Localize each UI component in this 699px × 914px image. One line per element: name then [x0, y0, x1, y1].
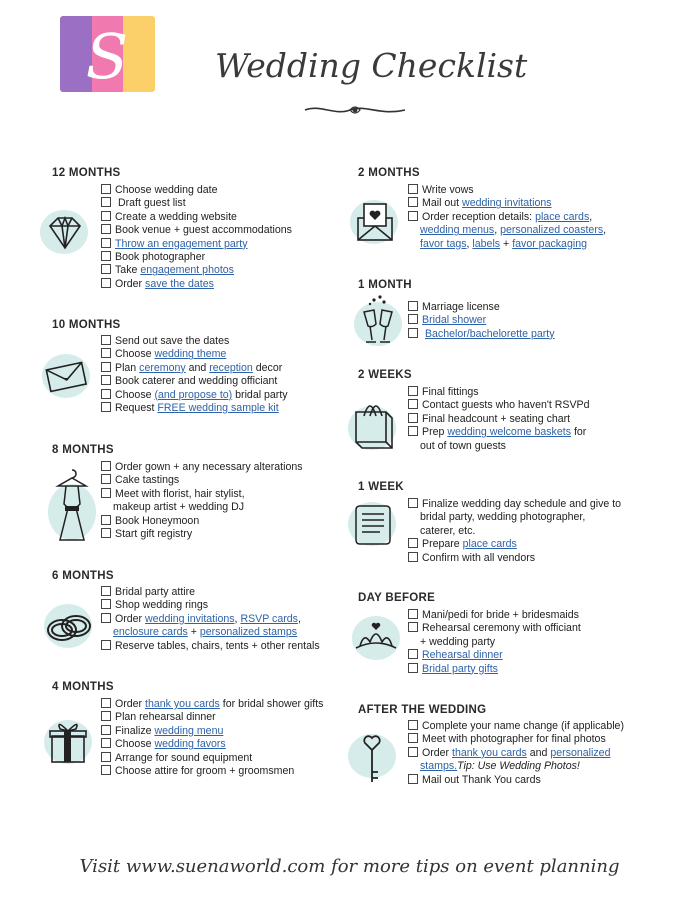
checklist-item — [101, 586, 320, 599]
checklist-text: Meet with florist, hair stylist, — [115, 487, 245, 500]
checkbox[interactable] — [101, 238, 111, 248]
checkbox[interactable] — [101, 698, 111, 708]
checklist-link[interactable]: enclosure cards — [113, 626, 188, 639]
section-4-months — [52, 678, 114, 696]
checkbox[interactable] — [408, 184, 418, 194]
checklist — [101, 335, 288, 415]
checklist-item — [101, 515, 303, 528]
checklist-item — [101, 238, 292, 251]
checklist-item — [408, 399, 590, 412]
checkbox[interactable] — [408, 314, 418, 324]
checklist-text: out of town guests — [420, 439, 506, 452]
checklist-link[interactable]: personalized coasters — [500, 224, 604, 237]
checklist-text: , — [234, 612, 241, 625]
scroll-icon — [346, 498, 398, 550]
checkbox[interactable] — [101, 738, 111, 748]
checklist-text: , — [603, 224, 607, 237]
checklist-item — [408, 552, 621, 565]
checklist-link[interactable]: favor packaging — [512, 237, 587, 250]
checklist-item — [101, 375, 288, 388]
section-heading: 2 MONTHS — [358, 167, 420, 179]
checklist-text: Send out save the dates — [115, 335, 230, 347]
checklist-text: Plan — [115, 361, 140, 374]
checklist-item — [408, 426, 590, 439]
checkbox[interactable] — [101, 765, 111, 775]
checklist — [408, 498, 621, 565]
logo-letter-s — [60, 16, 155, 92]
checkbox[interactable] — [408, 552, 418, 562]
checklist-item — [408, 720, 624, 733]
checkbox[interactable] — [101, 599, 111, 609]
checklist-link[interactable]: labels — [472, 237, 501, 250]
checklist-text: , — [466, 237, 473, 250]
checklist-item — [408, 386, 590, 399]
checklist-item — [408, 224, 606, 237]
checkbox[interactable] — [101, 613, 111, 623]
checklist-text: Confirm with all vendors — [422, 551, 536, 564]
checklist-item — [408, 238, 606, 251]
checklist-link[interactable]: stamps. — [420, 760, 458, 773]
tip-note: Tip: Use Wedding Photos! — [457, 760, 580, 773]
checklist-text: Request — [115, 402, 158, 415]
checklist-link[interactable]: wedding invitations — [462, 197, 552, 210]
section-6-months — [52, 567, 114, 585]
checklist-text: Choose — [115, 348, 155, 361]
checkbox[interactable] — [101, 224, 111, 234]
checklist-text: Prepare — [422, 538, 463, 551]
checklist-link[interactable]: place cards — [462, 538, 517, 551]
checklist-text: Book caterer and wedding officiant — [115, 375, 278, 388]
checklist-text: Mail out Thank You cards — [422, 773, 541, 786]
checkbox[interactable] — [408, 774, 418, 784]
checklist-text: Book Honeymoon — [115, 514, 200, 527]
checklist-text: , — [494, 224, 501, 237]
checklist-text: Rehearsal ceremony with officiant — [422, 622, 581, 635]
checklist-item — [101, 335, 288, 348]
title-flourish — [300, 100, 410, 120]
gift-icon — [42, 716, 94, 768]
checklist — [408, 720, 624, 787]
checklist-link[interactable]: Throw an engagement party — [115, 237, 248, 250]
checklist-text: Create a wedding website — [115, 210, 237, 223]
envelope-icon — [40, 350, 92, 402]
checklist-item — [101, 752, 323, 765]
checklist-item — [101, 389, 288, 402]
page-title: Wedding Checklist — [215, 46, 528, 85]
checklist-link[interactable]: Bridal shower — [422, 314, 487, 327]
checklist-text: caterer, etc. — [420, 524, 476, 537]
checklist-item — [408, 525, 621, 538]
checklist-text: Mani/pedi for bride + bridesmaids — [422, 609, 579, 621]
checklist-text: Choose attire for groom + groomsmen — [115, 765, 295, 778]
checklist-item — [101, 278, 292, 291]
checklist-link[interactable]: (and propose to) — [154, 388, 233, 401]
checklist-link[interactable]: ceremony — [139, 361, 186, 374]
checklist-text: Contact guests who haven't RSVPd — [422, 399, 590, 412]
suena-logo — [60, 16, 155, 92]
checkbox[interactable] — [408, 328, 418, 338]
section-day-before — [358, 589, 435, 607]
checklist-text: Final fittings — [422, 386, 479, 398]
checklist-item — [101, 197, 292, 210]
checklist-text: Order — [115, 698, 146, 710]
checklist-item — [408, 636, 581, 649]
checklist-item — [101, 599, 320, 612]
checklist-item — [408, 498, 621, 511]
checklist — [101, 586, 320, 653]
checklist-link[interactable]: favor tags — [420, 237, 467, 250]
diamond-icon — [38, 206, 90, 258]
checklist-text: Finalize wedding day schedule and give to — [422, 498, 622, 510]
checklist-text: for — [571, 426, 587, 439]
checklist-link[interactable]: reception — [209, 361, 253, 374]
checkbox[interactable] — [101, 752, 111, 762]
checkbox[interactable] — [101, 474, 111, 484]
checklist-text: Write vows — [422, 184, 474, 196]
checklist-item — [101, 402, 288, 415]
section-heading: 6 MONTHS — [52, 570, 114, 582]
checklist — [408, 184, 606, 251]
checklist-text: , — [297, 612, 301, 625]
checklist-text: Start gift registry — [115, 528, 193, 541]
checklist-link[interactable]: wedding favors — [154, 738, 226, 751]
love-letter-icon — [348, 196, 400, 248]
checklist-text: Choose — [115, 738, 155, 751]
section-8-months — [52, 441, 114, 459]
heart-key-icon — [346, 730, 398, 790]
checklist-text: Marriage license — [422, 301, 500, 313]
checklist-item — [408, 733, 624, 746]
checkbox[interactable] — [101, 402, 111, 412]
checklist-item — [101, 362, 288, 375]
checkbox[interactable] — [408, 538, 418, 548]
checkbox[interactable] — [101, 335, 111, 345]
checklist-link[interactable]: wedding menus — [420, 224, 495, 237]
checkbox[interactable] — [408, 622, 418, 632]
section-heading: 12 MONTHS — [52, 167, 121, 179]
checklist-item — [408, 301, 555, 314]
checklist-text: Reserve tables, chairs, tents + other rentals — [115, 639, 320, 652]
checklist-text: bridal party — [232, 388, 288, 401]
checkbox[interactable] — [101, 586, 111, 596]
checkbox[interactable] — [408, 609, 418, 619]
checklist-link[interactable]: wedding menu — [154, 724, 224, 737]
checkbox[interactable] — [101, 528, 111, 538]
checkbox[interactable] — [101, 211, 111, 221]
checklist-text: + — [500, 237, 513, 250]
checklist-link[interactable]: personalized stamps — [199, 626, 298, 639]
section-after-the-wedding — [358, 701, 486, 719]
checklist-text: decor — [252, 361, 283, 374]
section-heading: 1 MONTH — [358, 279, 412, 291]
checklist-text: and — [185, 361, 210, 374]
checklist-link[interactable]: wedding welcome baskets — [447, 426, 571, 439]
checklist-item — [101, 501, 303, 514]
checklist-text: Order reception details: — [422, 210, 536, 223]
checkbox[interactable] — [408, 498, 418, 508]
checklist-item — [408, 197, 606, 210]
checklist-text: Order — [422, 746, 453, 759]
checklist-link[interactable]: place cards — [535, 210, 590, 223]
checklist-item — [101, 348, 288, 361]
checklist — [408, 386, 590, 453]
checkbox[interactable] — [101, 711, 111, 721]
checklist-text: Arrange for sound equipment — [115, 751, 253, 764]
checklist-item — [101, 613, 320, 626]
section-2-months — [358, 164, 420, 182]
checklist-text: + — [187, 626, 200, 639]
checklist-item — [101, 488, 303, 501]
checkbox[interactable] — [101, 264, 111, 274]
checklist-text: Order — [115, 277, 146, 290]
checklist-item — [101, 224, 292, 237]
checklist-item — [408, 609, 581, 622]
checklist-item — [408, 649, 581, 662]
checklist-text: and — [526, 746, 551, 759]
section-12-months — [52, 164, 352, 182]
section-heading: 4 MONTHS — [52, 681, 114, 693]
checkbox[interactable] — [101, 640, 111, 650]
checklist-text: makeup artist + wedding DJ — [113, 501, 245, 514]
checklist-item — [101, 640, 320, 653]
checklist-text: Choose — [115, 388, 155, 401]
checklist-link[interactable]: engagement photos — [140, 264, 234, 277]
section-heading: 8 MONTHS — [52, 444, 114, 456]
checklist-text: Order — [115, 612, 146, 625]
checkbox[interactable] — [408, 426, 418, 436]
checklist-item — [408, 440, 590, 453]
checkbox[interactable] — [408, 413, 418, 423]
shopping-bag-icon — [346, 394, 402, 454]
checklist-item — [408, 314, 555, 327]
checkbox[interactable] — [408, 301, 418, 311]
checkbox[interactable] — [408, 747, 418, 757]
checkbox[interactable] — [408, 197, 418, 207]
checklist-item — [101, 184, 292, 197]
checklist-text: Take — [115, 264, 141, 277]
checkbox[interactable] — [408, 386, 418, 396]
checklist-text: Final headcount + seating chart — [422, 412, 571, 425]
checklist-item — [101, 738, 323, 751]
checklist-item — [101, 765, 323, 778]
checklist-text: Mail out — [422, 197, 463, 210]
section-10-months — [52, 316, 121, 334]
checklist-item — [101, 211, 292, 224]
checklist-text: Order gown + any necessary alterations — [115, 461, 303, 473]
rings-icon — [42, 600, 94, 652]
checklist-item — [101, 725, 323, 738]
checklist-text: Prep — [422, 426, 448, 439]
checkbox[interactable] — [101, 278, 111, 288]
checklist-item — [408, 663, 581, 676]
section-2-weeks — [358, 366, 412, 384]
section-heading: 2 WEEKS — [358, 369, 412, 381]
checklist — [408, 609, 581, 676]
checkbox[interactable] — [101, 184, 111, 194]
section-1-week — [358, 478, 404, 496]
checklist-text: Choose wedding date — [115, 184, 218, 196]
checkbox[interactable] — [101, 348, 111, 358]
checklist-link[interactable]: save the dates — [145, 277, 214, 290]
footer-tagline: Visit www.suenaworld.com for more tips on event planning — [79, 856, 620, 877]
checklist-text: Draft guest list — [115, 197, 186, 210]
checklist-item — [101, 626, 320, 639]
section-heading: AFTER THE WEDDING — [358, 704, 487, 716]
checklist-item — [408, 538, 621, 551]
svg-text:S: S — [85, 20, 129, 92]
checkbox[interactable] — [101, 725, 111, 735]
checklist-item — [408, 184, 606, 197]
checklist-item — [408, 211, 606, 224]
checklist-text: Shop wedding rings — [115, 599, 209, 612]
checklist — [101, 461, 303, 541]
checklist-item — [408, 622, 581, 635]
checklist-text: Plan rehearsal dinner — [115, 711, 216, 724]
checkbox[interactable] — [101, 362, 111, 372]
checklist — [101, 184, 292, 291]
checkbox[interactable] — [408, 720, 418, 730]
champagne-icon — [352, 292, 404, 352]
checklist-text: , — [589, 210, 593, 223]
checklist-item — [408, 328, 555, 341]
dress-icon — [46, 466, 98, 546]
checklist-link[interactable]: Rehearsal dinner — [422, 649, 503, 662]
checkbox[interactable] — [408, 211, 418, 221]
checklist-text: Meet with photographer for final photos — [422, 733, 606, 746]
checklist-link[interactable]: FREE wedding sample kit — [157, 402, 279, 415]
tiara-icon — [350, 612, 402, 664]
checklist-item — [408, 511, 621, 524]
checklist-link[interactable]: Bridal party gifts — [422, 662, 498, 675]
checklist-text: Finalize — [115, 724, 155, 737]
checklist-link[interactable]: thank you cards — [452, 746, 527, 759]
checkbox[interactable] — [101, 488, 111, 498]
checkbox[interactable] — [101, 375, 111, 385]
checklist-link[interactable]: RSVP cards — [240, 612, 298, 625]
checklist-item — [101, 474, 303, 487]
checkbox[interactable] — [101, 515, 111, 525]
checkbox[interactable] — [408, 733, 418, 743]
checklist-item — [408, 760, 624, 773]
checkbox[interactable] — [101, 389, 111, 399]
checkbox[interactable] — [408, 663, 418, 673]
section-heading: 1 WEEK — [358, 481, 404, 493]
checklist — [101, 698, 323, 778]
checkbox[interactable] — [408, 399, 418, 409]
checklist-link[interactable]: thank you cards — [145, 698, 220, 710]
checklist-item — [101, 698, 323, 711]
checklist-text: Book photographer — [115, 251, 206, 264]
checklist-link[interactable]: personalized — [550, 746, 611, 759]
checklist-link[interactable]: wedding invitations — [145, 612, 235, 625]
checklist-item — [101, 264, 292, 277]
checklist — [408, 301, 555, 341]
checkbox[interactable] — [101, 251, 111, 261]
checklist-text: for bridal shower gifts — [219, 698, 324, 710]
checklist-text: Book venue + guest accommodations — [115, 224, 292, 237]
checkbox[interactable] — [408, 649, 418, 659]
checklist-text: bridal party, wedding photographer, — [420, 511, 586, 524]
section-heading: 10 MONTHS — [52, 319, 121, 331]
checklist-text: + wedding party — [420, 635, 496, 648]
checkbox[interactable] — [101, 197, 111, 207]
checklist-text: Cake tastings — [115, 474, 180, 487]
checklist-item — [101, 528, 303, 541]
checklist-item — [408, 413, 590, 426]
checklist-link[interactable]: Bachelor/bachelorette party — [424, 327, 555, 340]
checklist-item — [101, 461, 303, 474]
checklist-text: Complete your name change (if applicable) — [422, 720, 624, 732]
checklist-item — [408, 774, 624, 787]
section-heading: DAY BEFORE — [358, 592, 436, 604]
checklist-item — [101, 251, 292, 264]
checklist-item — [408, 747, 624, 760]
checklist-item — [101, 711, 323, 724]
checklist-text: Bridal party attire — [115, 586, 196, 598]
checklist-link[interactable]: wedding theme — [154, 348, 227, 361]
checkbox[interactable] — [101, 461, 111, 471]
